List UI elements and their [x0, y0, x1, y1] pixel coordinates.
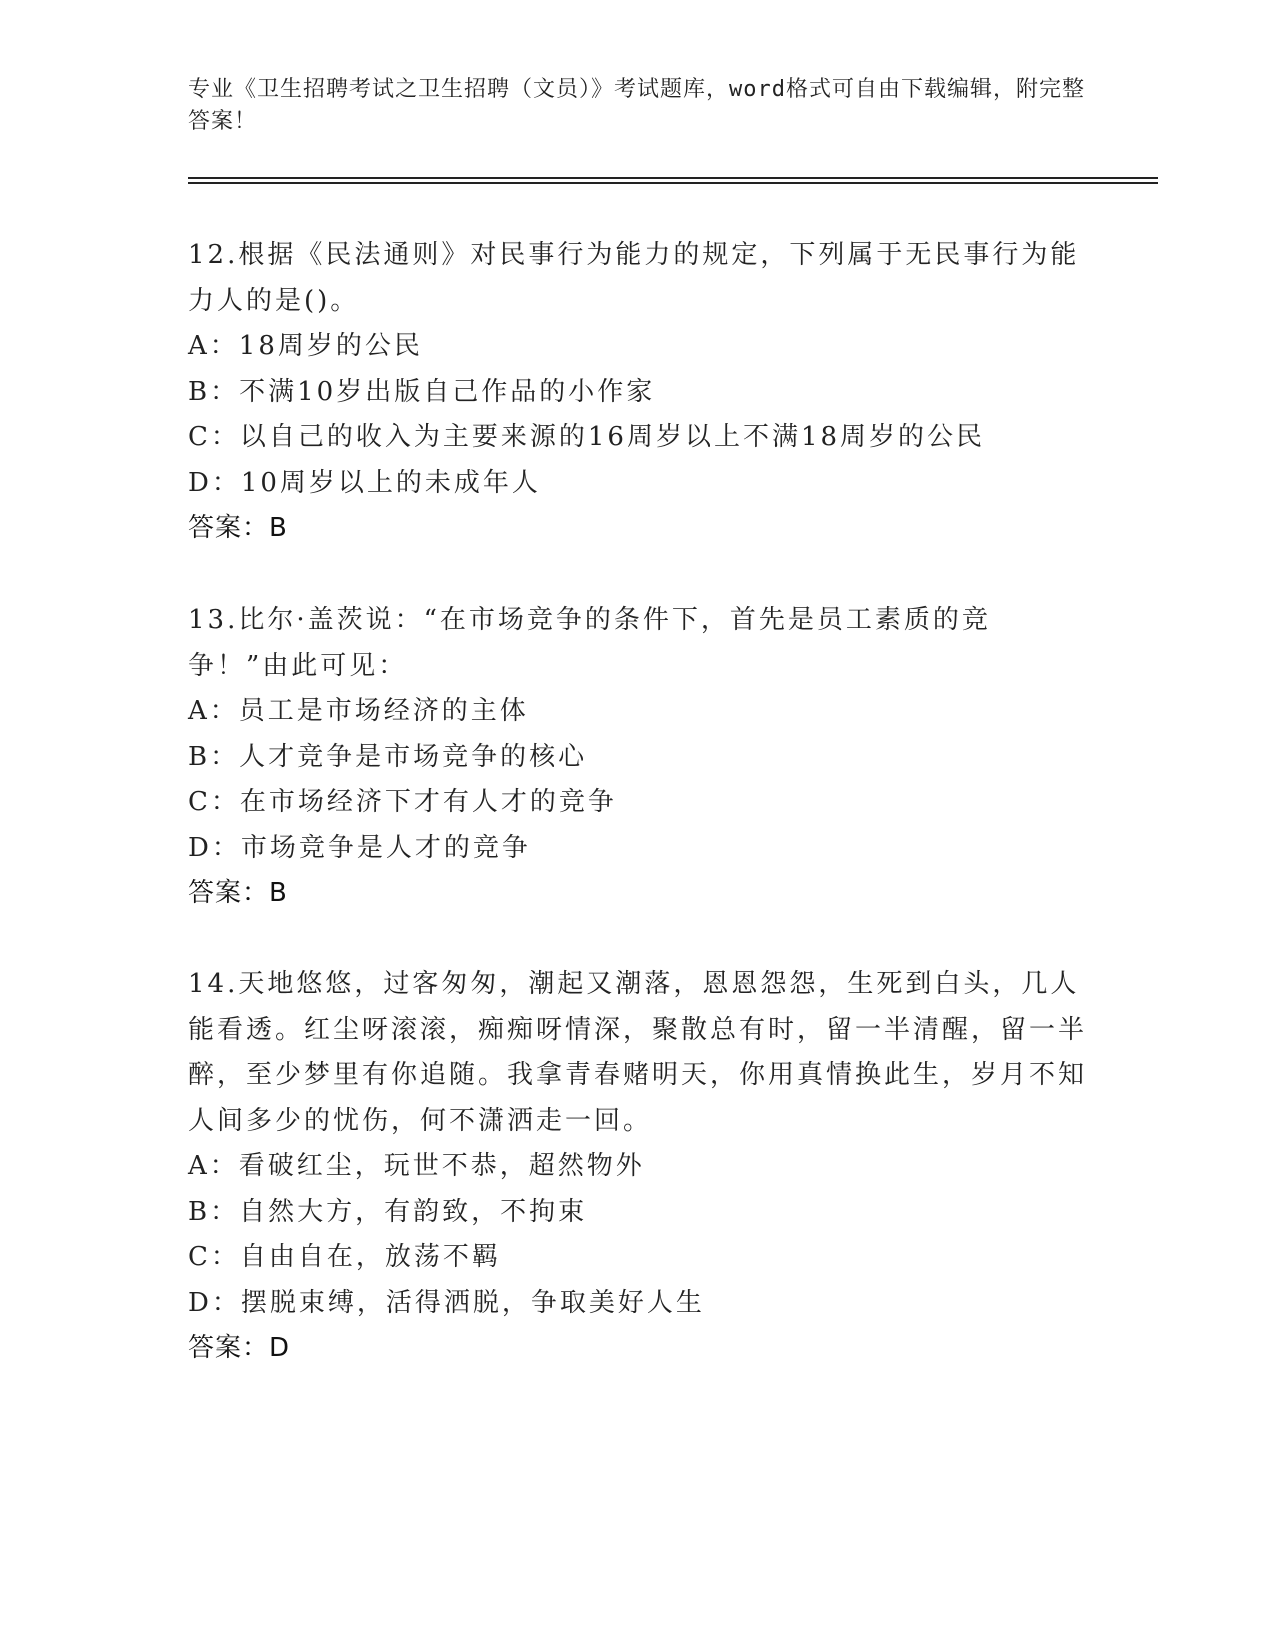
question-13 [188, 598, 1088, 917]
answer-line: 答案：D [188, 1333, 291, 1363]
question-12 [188, 233, 1088, 552]
option-d: D：摆脱束缚，活得洒脱，争取美好人生 [188, 1287, 705, 1318]
option-a: A：看破红尘，玩世不恭，超然物外 [188, 1151, 645, 1181]
option-b: B：自然大方，有韵致，不拘束 [188, 1196, 588, 1227]
question-14 [188, 962, 1088, 1372]
option-d: D：10周岁以上的未成年人 [188, 467, 541, 498]
answer-line: 答案：B [188, 878, 288, 908]
document-header: 专业《卫生招聘考试之卫生招聘（文员）》考试题库，word格式可自由下载编辑，附完整答案！ [188, 77, 1085, 134]
option-c: C：以自己的收入为主要来源的16周岁以上不满18周岁的公民 [188, 422, 986, 452]
option-a: A：18周岁的公民 [188, 331, 423, 361]
option-d: D：市场竞争是人才的竞争 [188, 832, 531, 863]
option-c: C：在市场经济下才有人才的竞争 [188, 787, 617, 817]
question-stem: 13.比尔·盖茨说：“在市场竞争的条件下，首先是员工素质的竞争！”由此可见： [188, 605, 991, 681]
question-stem: 12.根据《民法通则》对民事行为能力的规定，下列属于无民事行为能力人的是()。 [188, 240, 1080, 316]
option-a: A：员工是市场经济的主体 [188, 696, 529, 726]
question-stem: 14.天地悠悠，过客匆匆，潮起又潮落，恩恩怨怨，生死到白头，几人能看透。红尘呀滚滚，痴痴呀情深，聚散总有时，留一半清醒，留一半醉，至少梦里有你追随。我拿青春赌明天，你用真情换此生，岁月不知人间多少的忧伤，何不潇洒走一回。 [188, 969, 1088, 1136]
header-divider-top [188, 177, 1158, 179]
option-b: B：人才竞争是市场竞争的核心 [188, 741, 588, 772]
header-divider-bottom [188, 182, 1158, 184]
option-b: B：不满10岁出版自己作品的小作家 [188, 376, 656, 407]
option-c: C：自由自在，放荡不羁 [188, 1242, 501, 1272]
answer-line: 答案：B [188, 513, 288, 543]
